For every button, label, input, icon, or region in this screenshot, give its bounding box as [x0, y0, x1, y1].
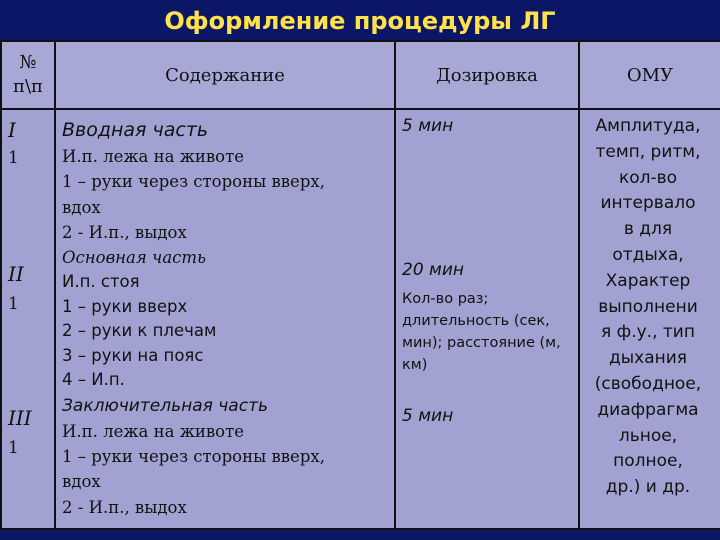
- procedure-table: [0, 40, 720, 530]
- omu-line: дыхания: [608, 348, 688, 369]
- part2-line: 3 – руки на пояс: [62, 345, 204, 365]
- omu-line: диафрагма: [597, 399, 699, 420]
- omu-line: я ф.у., тип: [601, 322, 695, 343]
- part1-line: 1 – руки через стороны вверх,: [62, 172, 325, 192]
- page-title: Оформление процедуры ЛГ: [164, 7, 556, 35]
- omu-line: в для: [623, 219, 673, 240]
- part3-number: 1: [8, 438, 19, 458]
- part3-line: 2 - И.п., выдох: [62, 497, 187, 517]
- omu-line: темп, ритм,: [595, 141, 701, 162]
- part3-roman: III: [8, 406, 32, 430]
- part2-dose: 20 мин: [402, 260, 465, 280]
- header-content: Содержание: [55, 41, 395, 109]
- omu-line: кол-во: [618, 167, 678, 188]
- omu-cell: [579, 109, 720, 529]
- omu-line: Характер: [605, 270, 691, 291]
- part3-heading: Заключительная часть: [62, 395, 268, 416]
- header-omu: ОМУ: [579, 41, 720, 109]
- part2-heading: Основная часть: [62, 248, 207, 268]
- part3-line: И.п. лежа на животе: [62, 421, 244, 441]
- part3-dose: 5 мин: [402, 406, 454, 426]
- dose-cell: [395, 109, 579, 529]
- header-dose: Дозировка: [395, 41, 579, 109]
- part2-number: 1: [8, 294, 19, 314]
- part2-line: 1 – руки вверх: [62, 296, 188, 316]
- omu-text: [580, 114, 716, 501]
- part1-number: 1: [8, 148, 19, 168]
- part2-dose-note: Кол-во раз; длительность (сек, мин); расстояние (м, км): [402, 291, 561, 373]
- number-cell: [1, 109, 55, 529]
- omu-line: Амплитуда,: [595, 116, 701, 136]
- part3-line: 1 – руки через стороны вверх,: [62, 446, 325, 466]
- omu-line: льное,: [618, 425, 678, 446]
- part3-line: вдох: [62, 472, 101, 492]
- table-header-row: [1, 41, 720, 109]
- omu-line: полное,: [613, 451, 683, 472]
- part1-line: 2 - И.п., выдох: [62, 222, 187, 242]
- part1-roman: I: [8, 118, 16, 142]
- header-number-line2: п\п: [12, 76, 44, 97]
- omu-line: (свободное,: [594, 373, 702, 394]
- header-number-line1: №: [19, 52, 37, 73]
- part1-line: И.п. лежа на животе: [62, 147, 244, 166]
- header-number: [1, 41, 55, 109]
- omu-line: интервало: [600, 193, 696, 214]
- table-body-row: [1, 109, 720, 529]
- part1-dose: 5 мин: [402, 116, 454, 136]
- part2-roman: II: [8, 262, 24, 286]
- omu-line: отдыха,: [612, 244, 684, 265]
- omu-line: выполнени: [598, 296, 698, 317]
- part2-line: 2 – руки к плечам: [62, 321, 217, 341]
- part1-line: вдох: [62, 197, 101, 217]
- content-cell: [55, 109, 395, 529]
- part2-line: И.п. стоя: [62, 272, 140, 292]
- part2-line: 4 – И.п.: [62, 370, 125, 390]
- part1-heading: Вводная часть: [62, 119, 209, 141]
- omu-line: др.) и др.: [605, 477, 691, 498]
